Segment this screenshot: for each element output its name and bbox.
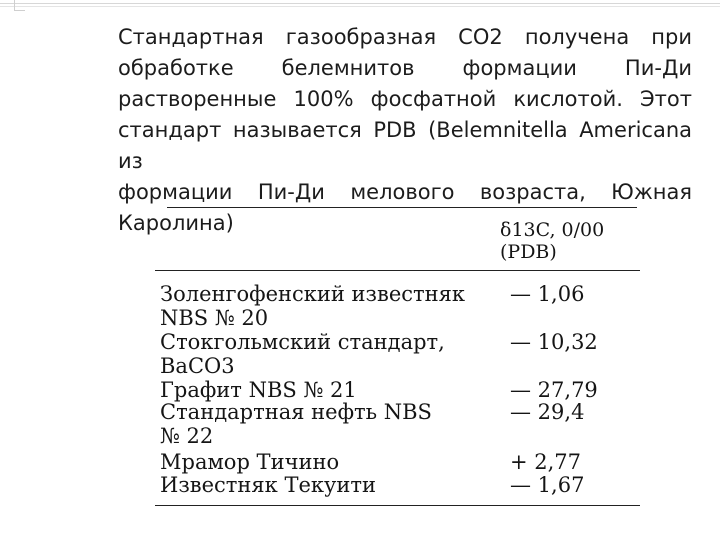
paragraph-line: Каролина) (118, 211, 234, 235)
table-row-value: — 1,67 (510, 473, 585, 497)
column-header (500, 219, 604, 263)
table-row-value: — 10,32 (510, 330, 598, 354)
table-bottom-rule (155, 505, 640, 506)
table-row-value: — 1,06 (510, 282, 585, 306)
table-top-rule (167, 207, 637, 208)
border-line (0, 6, 720, 7)
column-header-line: δ13C, 0/00 (500, 219, 605, 241)
isotope-standards-table (155, 203, 640, 513)
paragraph-line: обработке белемнитов формации Пи-Ди (118, 56, 692, 80)
table-row-name: NBS № 20 (160, 306, 269, 330)
table-row-name: № 22 (160, 424, 214, 448)
paragraph-line: растворенные 100% фосфатной кислотой. Этот (118, 87, 692, 111)
corner-decoration (14, 0, 25, 11)
table-row-name: Стокгольмский стандарт, (160, 330, 445, 354)
slide-top-border (0, 0, 720, 10)
column-header-line: (PDB) (500, 241, 557, 263)
border-line (0, 3, 720, 4)
table-row-name: BaCO3 (160, 354, 235, 378)
table-row-value: + 2,77 (510, 450, 582, 474)
table-row-name: Стандартная нефть NBS (160, 400, 432, 424)
table-row-value: — 29,4 (510, 400, 585, 424)
paragraph-line: формации Пи-Ди мелового возраста, Южная (118, 180, 692, 204)
table-row-name: Известняк Текуити (160, 473, 376, 497)
table-header-rule (155, 270, 640, 271)
table-row-name: Золенгофенский известняк (160, 282, 466, 306)
table-row-name: Графит NBS № 21 (160, 378, 357, 402)
table-row-name: Мрамор Тичино (160, 450, 340, 474)
paragraph-line: Стандартная газообразная CO2 получена при (118, 25, 692, 49)
table-row-value: — 27,79 (510, 378, 598, 402)
paragraph-line: стандарт называется PDB (Belemnitella Americana из (118, 118, 692, 173)
